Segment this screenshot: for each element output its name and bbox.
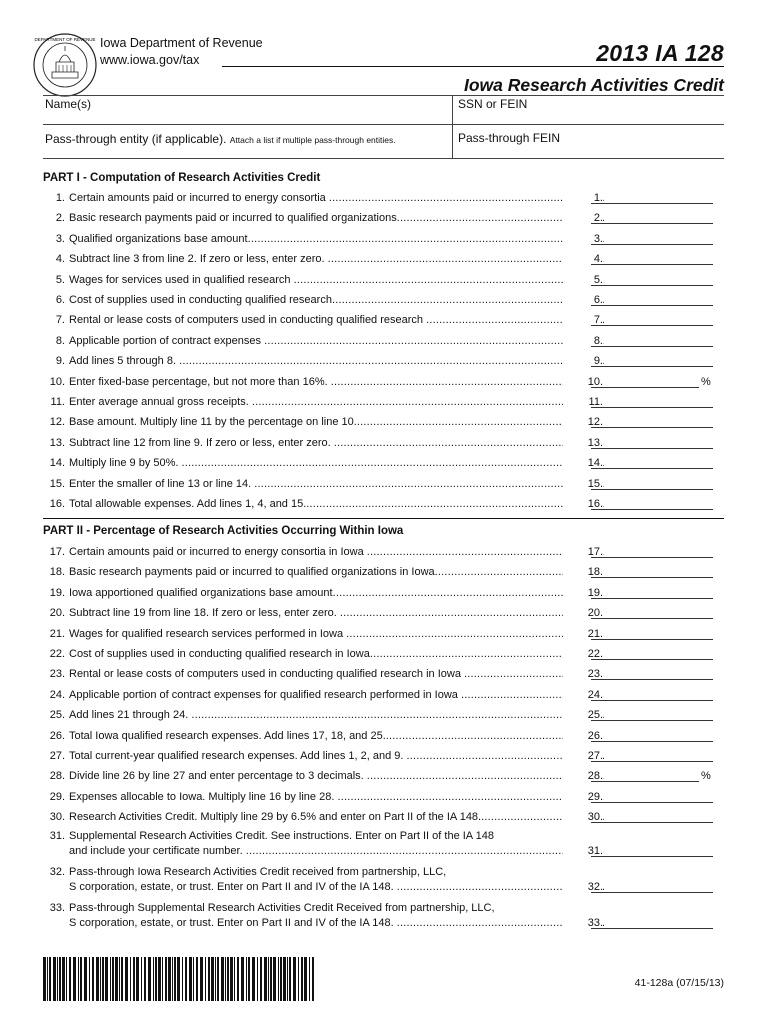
line-number: 14.	[49, 457, 65, 470]
line-number: 27.	[49, 750, 65, 762]
form-line-31	[43, 830, 723, 864]
line-reference: 24.	[563, 689, 603, 701]
line-description: Supplemental Research Activities Credit. See instructions. Enter on Part II of the IA 148	[69, 830, 494, 842]
line-description: Applicable portion of contract expenses for qualified research performed in Iowa .....	[69, 689, 604, 701]
line-number: 33.	[49, 902, 65, 914]
line-number: 3.	[55, 232, 65, 245]
line-number: 7.	[55, 314, 65, 327]
line-number: 22.	[49, 648, 65, 660]
amount-entry-field[interactable]	[591, 928, 713, 929]
form-line-6	[43, 294, 723, 314]
amount-entry-field[interactable]	[591, 720, 713, 721]
line-reference: 6.	[563, 294, 603, 306]
line-reference: 7.	[563, 314, 603, 326]
form-line-7	[43, 314, 723, 334]
passthrough-entity-label: Pass-through entity (if applicable).	[45, 132, 227, 146]
line-description: Iowa apportioned qualified organizations base amount .....	[69, 587, 604, 599]
amount-entry-field[interactable]	[591, 223, 713, 224]
line-number: 31.	[49, 830, 65, 842]
line-number: 32.	[49, 866, 65, 878]
line-reference: 21.	[563, 628, 603, 640]
amount-entry-field[interactable]	[591, 264, 713, 265]
form-line-9	[43, 355, 723, 375]
line-number: 26.	[49, 729, 65, 742]
line-description: Enter average annual gross receipts. .....	[69, 396, 604, 408]
department-name: Iowa Department of Revenue	[100, 36, 263, 50]
passthrough-entity-note: Attach a list if multiple pass-through entities.	[229, 135, 396, 145]
line-description: Subtract line 3 from line 2. If zero or less, enter zero. .....	[69, 253, 604, 265]
amount-entry-field[interactable]	[591, 468, 713, 469]
form-line-25	[43, 709, 723, 729]
line-reference: 25.	[563, 709, 603, 721]
line-number: 28.	[49, 770, 65, 783]
line-reference: 26.	[563, 730, 603, 742]
line-reference: 17.	[563, 546, 603, 558]
form-line-11	[43, 396, 723, 416]
line-description: Pass-through Supplemental Research Activities Credit Received from partnership, LLC,	[69, 902, 495, 914]
line-reference: 20.	[563, 607, 603, 619]
amount-entry-field[interactable]	[591, 802, 713, 803]
form-line-8	[43, 335, 723, 355]
line-number: 1.	[55, 192, 65, 204]
amount-entry-field[interactable]	[591, 659, 713, 660]
line-description: Basic research payments paid or incurred to qualified organizations in Iowa .....	[69, 566, 604, 578]
form-line-3	[43, 233, 723, 253]
line-reference: 27.	[563, 750, 603, 762]
line-number: 18.	[49, 566, 65, 579]
line-number: 16.	[49, 498, 65, 510]
form-title: Iowa Research Activities Credit	[463, 75, 724, 95]
amount-entry-field[interactable]	[591, 366, 713, 367]
svg-text:DEPARTMENT OF REVENUE: DEPARTMENT OF REVENUE	[34, 37, 96, 42]
line-description: Total Iowa qualified research expenses. Add lines 17, 18, and 25. .....	[69, 730, 604, 742]
form-line-10	[43, 376, 723, 396]
line-number: 6.	[55, 294, 65, 306]
line-reference: 9.	[563, 355, 603, 367]
form-line-23	[43, 668, 723, 688]
iowa-seal-logo	[32, 32, 98, 98]
amount-entry-field[interactable]	[591, 387, 699, 388]
amount-entry-field[interactable]	[591, 741, 713, 742]
form-line-26	[43, 730, 723, 750]
line-number: 9.	[55, 355, 65, 368]
line-number: 21.	[49, 627, 65, 640]
form-line-12	[43, 416, 723, 436]
form-line-13	[43, 437, 723, 457]
form-line-28	[43, 770, 723, 790]
line-description: Subtract line 12 from line 9. If zero or less, enter zero. .....	[69, 437, 604, 449]
line-number: 8.	[55, 334, 65, 347]
amount-entry-field[interactable]	[591, 285, 713, 286]
form-line-32	[43, 866, 723, 900]
line-reference: 8.	[563, 335, 603, 347]
line-description: Basic research payments paid or incurred to qualified organizations .....	[69, 212, 604, 224]
line-description: Certain amounts paid or incurred to energy consortia .....	[69, 192, 604, 204]
amount-entry-field[interactable]	[591, 427, 713, 428]
line-number: 15.	[49, 477, 65, 490]
amount-entry-field[interactable]	[591, 761, 713, 762]
line-reference: 13.	[563, 437, 603, 449]
form-line-21	[43, 628, 723, 648]
form-line-19	[43, 587, 723, 607]
line-reference: 12.	[563, 416, 603, 428]
line-description: Wages for services used in qualified research .....	[69, 274, 604, 286]
ssn-fein-field[interactable]	[452, 96, 532, 124]
line-description: Rental or lease costs of computers used in conducting qualified research in Iowa .....	[69, 668, 604, 680]
passthrough-fein-field[interactable]	[452, 125, 565, 158]
line-number: 29.	[49, 790, 65, 803]
line-description: Wages for qualified research services performed in Iowa .....	[69, 628, 604, 640]
passthrough-fein-label: Pass-through FEIN	[458, 131, 561, 145]
amount-entry-field[interactable]	[591, 203, 713, 204]
percent-sign: %	[701, 770, 711, 783]
form-line-24	[43, 689, 723, 709]
line-reference: 16.	[563, 498, 603, 510]
line-description: Total current-year qualified research expenses. Add lines 1, 2, and 9. .....	[69, 750, 604, 762]
line-description: Expenses allocable to Iowa. Multiply line 16 by line 28. .....	[69, 791, 604, 803]
amount-entry-field[interactable]	[591, 781, 699, 782]
line-reference: 22.	[563, 648, 603, 660]
line-number: 25.	[49, 709, 65, 722]
line-description: Total allowable expenses. Add lines 1, 4, and 15. .....	[69, 498, 604, 510]
amount-entry-field[interactable]	[591, 639, 713, 640]
line-description: Applicable portion of contract expenses .....	[69, 335, 604, 347]
line-reference: 31.	[563, 845, 603, 857]
line-description: Rental or lease costs of computers used in conducting qualified research .....	[69, 314, 604, 326]
line-description: Multiply line 9 by 50%. .....	[69, 457, 604, 469]
line-number: 13.	[49, 436, 65, 449]
amount-entry-field[interactable]	[591, 822, 713, 823]
line-reference: 30.	[563, 811, 603, 823]
form-line-29	[43, 791, 723, 811]
line-description-continued: S corporation, estate, or trust. Enter on Part II and IV of the IA 148. .....	[69, 881, 604, 893]
part-2-title: PART II - Percentage of Research Activities Occurring Within Iowa	[43, 525, 404, 537]
line-reference: 15.	[563, 478, 603, 490]
ssn-fein-label: SSN or FEIN	[458, 97, 528, 111]
line-description: Base amount. Multiply line 11 by the percentage on line 10. .....	[69, 416, 604, 428]
line-description: Cost of supplies used in conducting qualified research in Iowa .....	[69, 648, 604, 660]
form-line-1	[43, 192, 723, 212]
amount-entry-field[interactable]	[591, 557, 713, 558]
amount-entry-field[interactable]	[591, 448, 713, 449]
line-reference: 33.	[563, 917, 603, 929]
line-description: Add lines 21 through 24. .....	[69, 709, 604, 721]
line-reference: 5.	[563, 274, 603, 286]
line-number: 2.	[55, 212, 65, 225]
line-description: Add lines 5 through 8. .....	[69, 355, 604, 367]
amount-entry-field[interactable]	[591, 577, 713, 578]
line-reference: 11.	[563, 396, 603, 408]
line-number: 19.	[49, 586, 65, 599]
amount-entry-field[interactable]	[591, 618, 713, 619]
line-reference: 3.	[563, 233, 603, 245]
line-description-continued: and include your certificate number. .....	[69, 845, 604, 857]
form-number: 2013 IA 128	[596, 40, 724, 66]
barcode	[43, 957, 318, 1001]
department-website[interactable]: www.iowa.gov/tax	[100, 53, 200, 67]
amount-entry-field[interactable]	[591, 305, 713, 306]
amount-entry-field[interactable]	[591, 346, 713, 347]
line-number: 12.	[49, 416, 65, 429]
line-number: 4.	[55, 253, 65, 266]
form-line-4	[43, 253, 723, 273]
part-divider	[43, 518, 724, 519]
line-reference: 28.	[563, 770, 603, 782]
amount-entry-field[interactable]	[591, 407, 713, 408]
line-reference: 19.	[563, 587, 603, 599]
line-reference: 2.	[563, 212, 603, 224]
form-line-33	[43, 902, 723, 936]
line-number: 30.	[49, 811, 65, 824]
line-reference: 32.	[563, 881, 603, 893]
amount-entry-field[interactable]	[591, 598, 713, 599]
names-field[interactable]	[43, 96, 93, 112]
form-line-30	[43, 811, 723, 831]
amount-entry-field[interactable]	[591, 489, 713, 490]
amount-entry-field[interactable]	[591, 892, 713, 893]
form-line-17	[43, 546, 723, 566]
form-line-5	[43, 274, 723, 294]
line-reference: 4.	[563, 253, 603, 265]
line-description: Pass-through Iowa Research Activities Credit received from partnership, LLC,	[69, 866, 447, 878]
line-number: 11.	[50, 396, 65, 408]
line-description: Enter fixed-base percentage, but not more than 16%. .....	[69, 376, 604, 388]
amount-entry-field[interactable]	[591, 325, 713, 326]
line-number: 17.	[49, 546, 65, 558]
amount-entry-field[interactable]	[591, 856, 713, 857]
line-reference: 10.	[563, 376, 603, 388]
form-line-16	[43, 498, 723, 518]
form-line-2	[43, 212, 723, 232]
form-line-18	[43, 566, 723, 586]
line-description: Research Activities Credit. Multiply line 29 by 6.5% and enter on Part II of the IA 148. .....	[69, 811, 604, 823]
line-description: Cost of supplies used in conducting qualified research .....	[69, 294, 604, 306]
percent-sign: %	[701, 375, 711, 388]
line-reference: 14.	[563, 457, 603, 469]
line-number: 5.	[55, 273, 65, 286]
form-line-22	[43, 648, 723, 668]
form-line-20	[43, 607, 723, 627]
amount-entry-field[interactable]	[591, 244, 713, 245]
line-description: Subtract line 19 from line 18. If zero or less, enter zero. .....	[69, 607, 604, 619]
line-description: Qualified organizations base amount .....	[69, 233, 604, 245]
form-line-27	[43, 750, 723, 770]
form-revision: 41-128a (07/15/13)	[634, 977, 724, 989]
passthrough-row	[43, 125, 724, 159]
part-1-title: PART I - Computation of Research Activities Credit	[43, 172, 321, 184]
amount-entry-field[interactable]	[591, 679, 713, 680]
form-line-15	[43, 478, 723, 498]
form-line-14	[43, 457, 723, 477]
line-reference: 18.	[563, 566, 603, 578]
line-number: 10.	[49, 375, 65, 388]
line-reference: 1.	[563, 192, 603, 204]
names-row	[43, 95, 724, 125]
line-reference: 29.	[563, 791, 603, 803]
amount-entry-field[interactable]	[591, 700, 713, 701]
line-description-continued: S corporation, estate, or trust. Enter on Part II and IV of the IA 148. .....	[69, 917, 604, 929]
line-number: 24.	[49, 688, 65, 701]
names-label: Name(s)	[45, 97, 92, 111]
line-number: 20.	[49, 607, 65, 620]
line-number: 23.	[49, 668, 65, 681]
line-description: Certain amounts paid or incurred to energy consortia in Iowa .....	[69, 546, 604, 558]
line-description: Divide line 26 by line 27 and enter percentage to 3 decimals. .....	[69, 770, 604, 782]
line-reference: 23.	[563, 668, 603, 680]
amount-entry-field[interactable]	[591, 509, 713, 510]
passthrough-entity-field[interactable]	[43, 131, 398, 147]
line-description: Enter the smaller of line 13 or line 14. .....	[69, 478, 604, 490]
